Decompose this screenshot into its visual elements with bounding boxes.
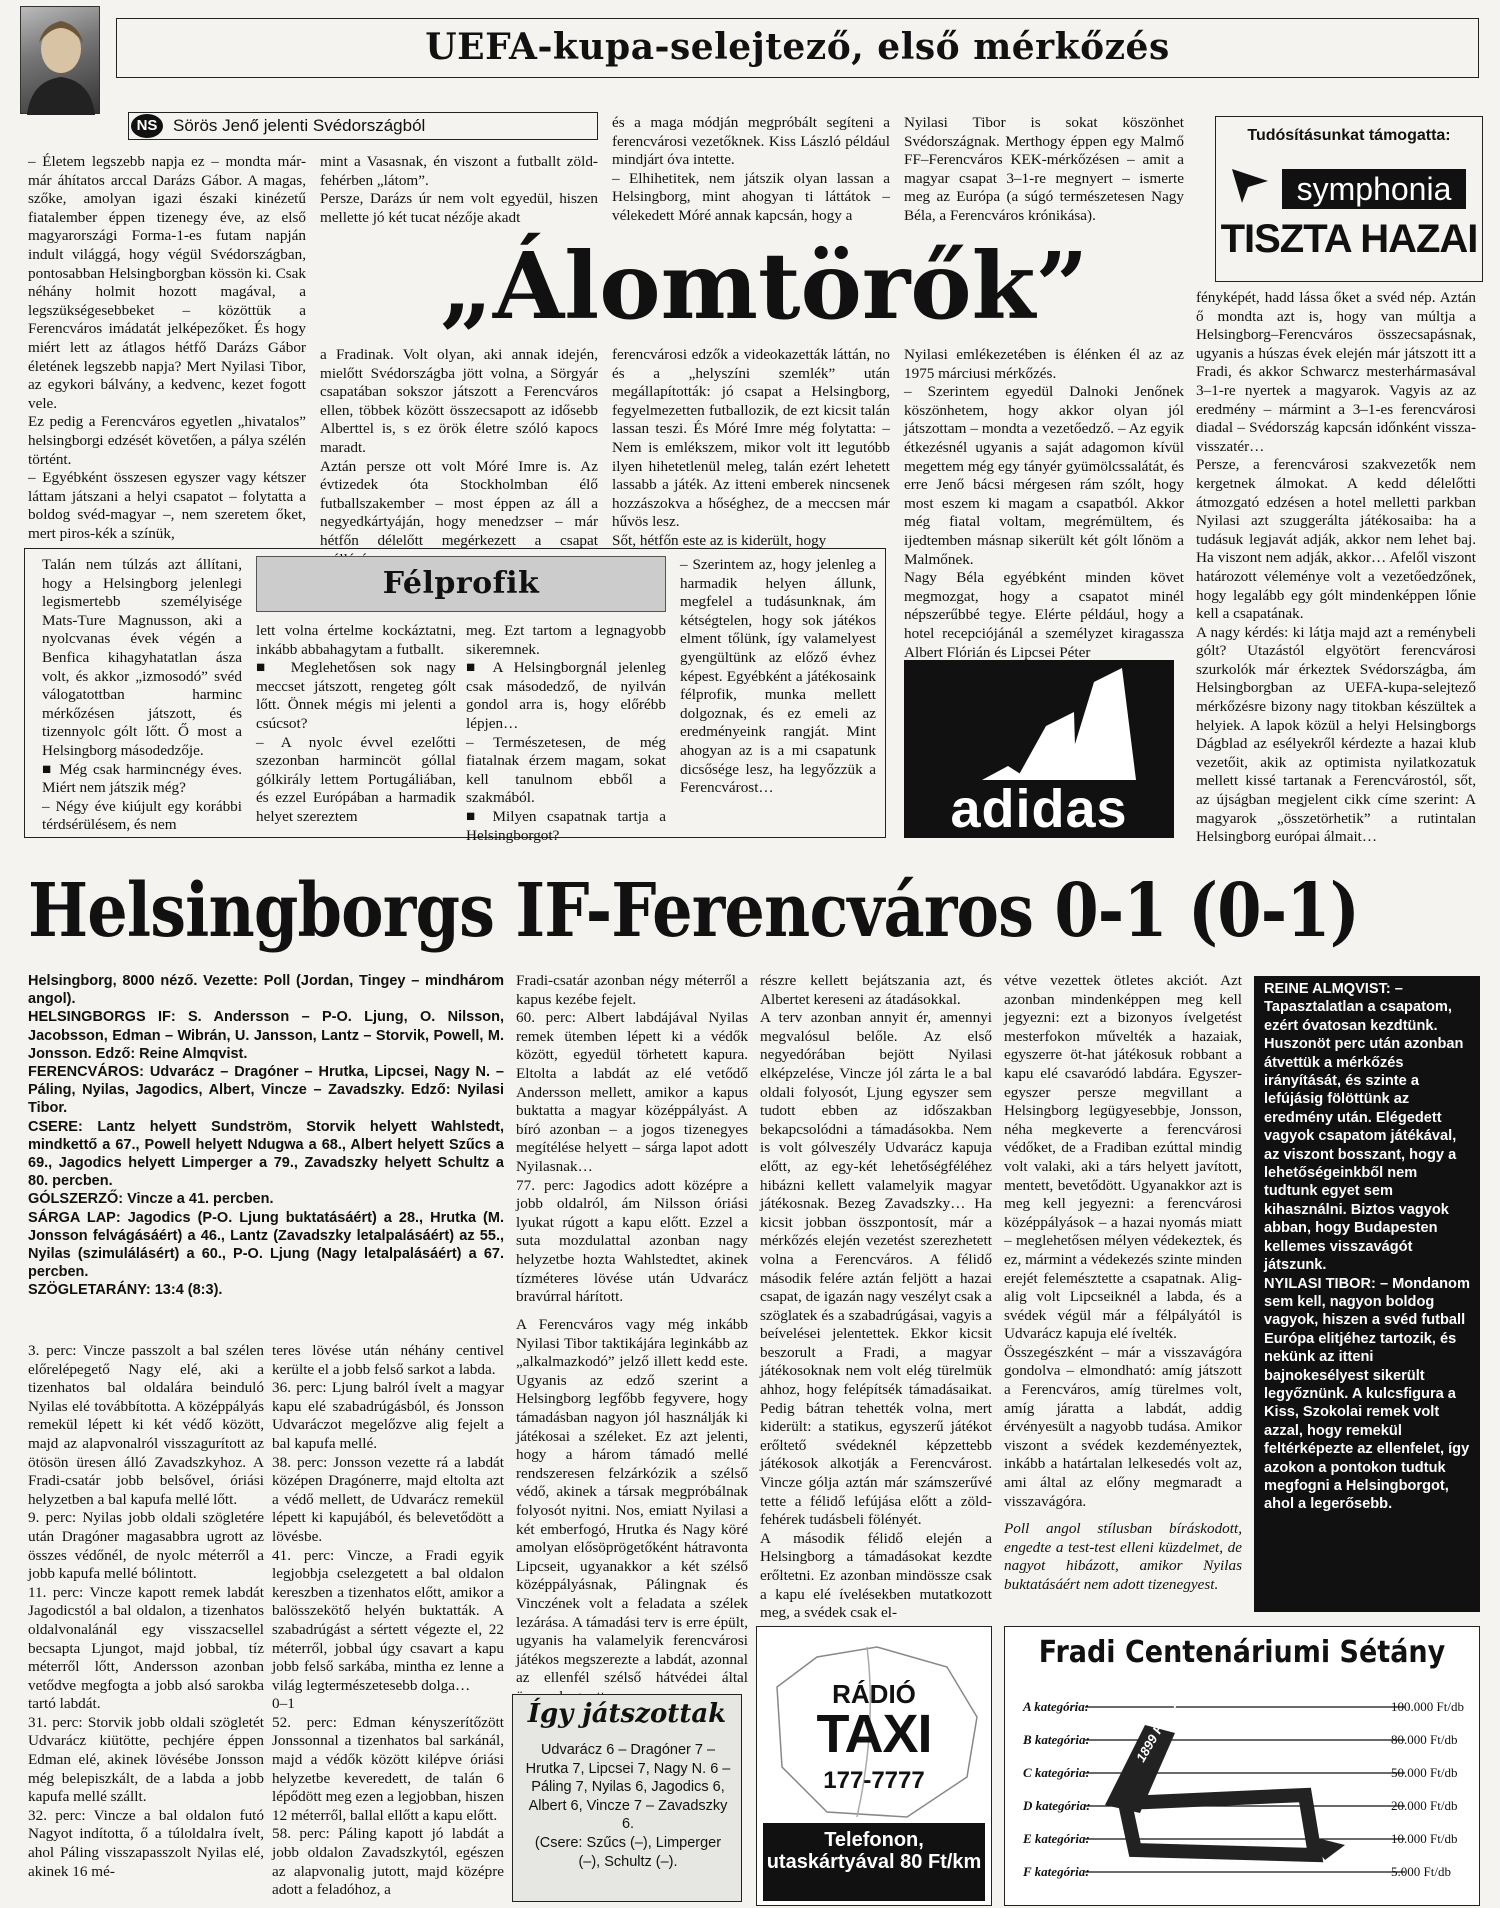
- setany-title: Fradi Centenáriumi Sétány: [1038, 1635, 1446, 1670]
- match-colE: vétve vezettek ötletes akciót. Azt azonban mindenképpen meg kell jegyezni: ezt a bizonyos ívelgetést mesterfokon művelték a hazaiak, egyszerre öt-hat játékosuk robbant a kapu elé csavaródó labdára. Egyszer-egyszer persze megvillant a Helsingborg legügyesebbje, Jonsson, néha megkeverte a ferencvárosi védőket, de a Fradiban ezúttal mindig volt valaki, aki a társ helyett javított, mentett, bevetődött. Ugyanakkor azt is meg kell jegyezni: a ferencvárosi középpályások – a hazai nyomás miatt – meglehetősen mélyen védekeztek, és ez, mármint a védekezés szinte minden erejét felemésztette a csapatnak. Alig-alig volt Lipcseiknél a labda, és a svédek végül már a félpályától is Udvarácz kapuja elé ívelték. Összegészként – már a visszavágóra gondolva – elmondható: amíg játszott a Ferencváros, amíg türelmes volt, amíg járatta a labdát, addig érvényesült a nagyobb tudása. Amikor viszont a svédek kezdeményeztek, inkább a határtalan lelkesedés volt az, ami által az előny megmaradt a visszavágóra.: [1004, 972, 1242, 1510]
- felprofik-col1: Talán nem túlzás azt állítani, hogy a Helsingborg jelenlegi legismertebb személyisége Mats-Ture Magnusson, aki a nyolcvanas évek végén a Benfica kihagyhatatlan ásza volt, és akkor „izmosodó” svéd válogatottban harminc mérkőzésen játszott, és tizennyolc gólt lőtt. Ő most a Helsingborg másodedzője. ■ Még csak harmincnégy éves. Miért nem játszik még? – Négy éve kiújult egy korábbi térdsérülésem, és nem: [42, 556, 242, 834]
- match-colE-referee-note: Poll angol stílusban bíráskodott, engedte a test-test elleni küzdelmet, de nagyot hibázott, amikor Nyilas buktatásáért nem adott tizenegyest.: [1004, 1520, 1242, 1593]
- setany-price: 5.000 Ft/db: [1391, 1864, 1451, 1879]
- match-colC1: Fradi-csatár azonban négy méterről a kapus kezébe fejelt. 60. perc: Albert labdájával Nyilas remek ütemben lépett ki a védők között, egyedül törhetett kapura. Eltolta a labdát az elé vetődő Andersson mellett, amikor a kapus buktatta a magyar középpályást. A bíró azonban – a jogos tizenegyes megítélése helyett – sárga lapot adott Nyilasnak… 77. perc: Jagodics adott középre a jobb oldalról, ám Nilsson óriási lyukat rúgott a kapu előtt. Ezzel a suta mozdulattal azonban nagy helyzetbe hozta Wahlstedtet, akinek tízméteres lövése után Udvarácz bravúrral hárított.: [516, 972, 748, 1306]
- setany-row: [1015, 1732, 1471, 1752]
- setany-row: [1015, 1831, 1471, 1851]
- felprofik-title: Félprofik: [382, 566, 540, 601]
- top-headline: UEFA-kupa-selejtező, első mérkőzés: [425, 26, 1170, 68]
- setany-years: 1899 FTC 1999: [1133, 1678, 1192, 1765]
- felprofik-col4: – Szerintem az, hogy jelenleg a harmadik helyen állunk, megfelel a tudásunknak, ám kétségtelen, hogy sok játékos elment tőlünk, így valamelyest gyengültünk az előző évhez képest. Egyébként a játékosaink félprofik, munka mellett dolgoznak, és ez emeli az eredményeink rangját. Mint ahogyan az is a mi csapatunk dicsősége lesz, ha legyőzzük a Ferencvárost…: [680, 556, 876, 797]
- setany-price: 80.000 Ft/db: [1391, 1732, 1458, 1747]
- portrait-icon: [21, 7, 101, 115]
- match-colD: részre kellett bejátszania azt, és Albertet kereseni az átadásokkal. A terv azonban annyit ér, amennyi megvalósul belőle. Az első negyedórában bejött Nyilasi elképzelése, Vincze jól zárta le a bal oldali folyosót, Ljung egyszer sem tudott ebben az időszakban bekapcsolódni a támadásokba. Nem is volt gólveszély Udvarácz kapuja előtt, az egy-két lehetőségféléhez hibázni kellett valamelyik magyar játékosnak. Bezeg Zavadszky… Ha kicsit jobban összpontosít, már a mérkőzés elején vezetést szerezhetett volna a Ferencváros. A félidő második felére aztán feljött a hazai csapat, de igazán nagy veszélyt csak a szöglatek és a szabadrúgásai, vagyis a beívelései jelentettek. Ekkor kicsit beszorult a Fradi, a magyar játékosoknak nem volt elég türelmük ahhoz, hogy felépítsék támadásaikat. Pedig bátran tehették volna, mert kiderült: a statikus, egyszerű játékot erőltető svédeknél képzettebb játékosok alkotják a Ferencvárost. Vincze gólja aztán már számszerűvé tette a félidő lefújása előtt a zöld-fehérek tudásbeli fölényét. A második félidő elején a Helsingborg a támadásokat kezdte erőltetni. Ez azonban mindössze csak a kapu elé ívelésekben mutatkozott meg, a svédek csak el-: [760, 972, 992, 1622]
- setany-cat: F kategória:: [1023, 1864, 1090, 1879]
- setany-row: [1015, 1765, 1471, 1785]
- taxi-note: Telefonon, utaskártyával 80 Ft/km: [763, 1823, 985, 1901]
- sponsor-box: [1215, 116, 1483, 282]
- radio-taxi-ad: [756, 1626, 992, 1906]
- feature-col5: fényképét, hadd lássa őket a svéd nép. Aztán ő mondta azt is, hogy van múltja a Helsingborg–Ferencváros összecsapásnak, ugyanis a húszas évek elején már játszott itt a Fradi, és akkor Schwarcz mesterhármasával 3–1-re nyertek a magyarok. Vagyis az az eredmény – mármint a 3–1-es ferencvárosi diadal – Svédország kapcsán időnként vissza-visszatér… Persze, a ferencvárosi szakvezetők nem kergetnek álmokat. A kedd délelőtti átmozgató edzésen a hotel melletti parkban Nyilasi azt szuggerálta játékosaiba: ha a tudásuk legjavát adják, akkor nem lehet baj. Ha viszont nem adják, akkor… Afelől viszont határozott véleménye volt a vezetőedzőnek, hogy legalább egy gólt mindenképpen lőnie kell a csapatának. A nagy kérdés: ki látja majd azt a reménybeli gólt? Utazástól elgyötört ferencvárosi szurkolók már érkeztek Svédországba, ám Helsingborgban az UEFA-kupa-selejtező mérkőzésre bizony nagy titokban készültek a helyiek. A lapok közül a helyi Helsingborgs Dágblad az esélyekről kérdezte a hazai klub vezetőit, akik az optimista nyilatkozatuk mellett kissé tartanak a Ferencvárostól, sőt, az újságban megjelent cikk címe szerint: A magyarok „összetörhetik” a rutintalan Helsingborg európai álmait…: [1196, 289, 1476, 846]
- feature-title: „Álomtörők”: [440, 232, 1089, 340]
- setany-row: [1015, 1864, 1471, 1884]
- felprofik-col3: meg. Ezt tartom a legnagyobb sikeremnek. ■ A Helsingborgnál jelenleg csak másodedző, de nyilván gondol arra is, hogy előrébb lépjen… – Természetesen, de még fiatalnak érzem magam, sokat kell tanulnom ebből a szakmából. ■ Milyen csapatnak tartja a Helsingborgot?: [466, 622, 666, 844]
- reporter-photo: [20, 6, 100, 114]
- taxi-line1: RÁDIÓ: [832, 1679, 916, 1709]
- setany-price: 100.000 Ft/db: [1391, 1699, 1464, 1714]
- top-headline-box: [116, 18, 1479, 78]
- feature-col2a: mint a Vasasnak, én viszont a futballt zöld-fehérben „látom”. Persze, Darázs úr nem volt egyedül, hiszen mellette jó két tucat nézője akadt: [320, 153, 598, 226]
- match-colA: 3. perc: Vincze passzolt a bal szélen előrelépegető Nagy elé, aki a tizenhatos bal oldalára beinduló Nyilas elé továbbította. A középpályás remekül lépett ki két védő között, majd az alapvonalról visszagurított az ötösön üresen álló Zavadszkyhoz. A Fradi-csatár jobb belsővel, óriási helyzetben a bal kapufa mellé lőtt. 9. perc: Nyilas jobb oldali szögletére után Dragóner magasabbra ugrott az összes védőnél, de nyolc méterről a jobb kapufa mellé bólintott. 11. perc: Vincze kapott remek labdát Jagodicstól a bal oldalon, a tizenhatos oldalvonalánál egy visszacsellel becsapta Ljungot, majd jobbal, tíz méterről lőtt, Andersson azonban vetődve megfogta a jobb alsó sarokba tartó labdát. 31. perc: Storvik jobb oldali szögletét Udvarácz kiütötte, pechjére éppen Edman elé, akinek lövésébe Jonsson még belepiszkált, de a labda a jobb kapufa mellé szállt. 32. perc: Vincze a bal oldalon futó Nagyot indította, ő a túloldalra ívelt, ahol Páling visszapasszolt Nyilas elé, akinek 16 mé-: [28, 1342, 264, 1880]
- feature-col4b: Nyilasi emlékezetében is élénken él az az 1975 márciusi mérkőzés. – Szerintem egyedül Dalnoki Jenőnek köszönhetem, hogy akkor olyan jól játszottam – mondta a vezetőedző. – Az egyik étkezésnél ugyanis a saját adagomon kívül megettem még egy tányér gyümölcssalátát, és erre Jenő bácsi mérgesen rám szólt, hogy most eszem ki magam a csapatból. Akkor még fiatal voltam, megrémültem, és ijedtemben másnap sikerült két gólt lőnöm a Malmőnek. Nagy Béla egyébként minden követ megmozgat, hogy a csapatot minél népszerűbbé tegye. Elérte például, hogy a hotel recepciójánál a személyzet kiragassza Albert Flórián és Lipcsei Péter: [904, 346, 1184, 661]
- feature-col2b: a Fradinak. Volt olyan, aki annak idején, mielőtt Svédországba jött volna, a Sörgyár csapatában sokszor játszott a Ferencváros ellen, többek között összecsapott az idősebb Alberttel is, s ez örök életre szóló kapocs maradt. Aztán persze ott volt Móré Imre is. Az évtizedek óta Stockholmban élő futballszakember – most éppen az áll a negyedkártyáján, hogy menedzser – már hétfőn délelőtt megérkezett a csapat: [320, 346, 598, 549]
- setany-price: 50.000 Ft/db: [1391, 1765, 1458, 1780]
- igy-jatszottak-text: Udvarácz 6 – Dragóner 7 – Hrutka 7, Lipcsei 7, Nagy N. 6 – Páling 7, Nyilas 6, Jagodics 6, Albert 6, Vincze 7 – Zavadszky 6. (Csere: Szűcs (–), Limperger (–), Schultz (–).: [525, 1742, 731, 1870]
- taxi-line2: TAXI: [816, 1704, 932, 1764]
- setany-box: [1004, 1626, 1480, 1906]
- match-colB: teres lövése után néhány centivel kerülte el a jobb felső sarkot a labda. 36. perc: Ljung balról ívelt a magyar kapu elé szabadrúgásból, és Jonsson Udvaráczot megelőzve alig fejelt a bal kapufa mellé. 38. perc: Jonsson vezette rá a labdát középen Dragónerre, majd eltolta azt a védő mellett, de Udvarácz remekül lépett ki kapujából, és belevetődött a lövésbe. 41. perc: Vincze, a Fradi egyik legjobbja cselezgetett a bal oldalon kereszben a tizenhatos előtt, amikor a balösszekötő helyén buktatták. A szabadrúgást a sértett végezte el, 22 méterről, jobbal úgy csavart a kapu jobb felső sarkába, mintha ez lenne a világ legtermészetesebb dolga… 0–1 52. perc: Edman kényszerítőzött Jonssonnal a tizenhatos bal sarkánál, majd a védők között kilépve óriási helyzetbe keveredett, de talán 6 lépődött meg ezen a legjobban, hiszen 12 méterről, ballal ellőtt a kapu előtt. 58. perc: Páling kapott jó labdát a jobb oldalon Zavadszkytól, egészen az alapvonalig jutott, majd középre adott a feladóhoz, a: [272, 1342, 504, 1899]
- sponsor-slogan: TISZTA HAZAI: [1220, 217, 1478, 261]
- match-title: Helsingborgs IF-Ferencváros 0-1 (0-1): [28, 868, 1359, 954]
- felprofik-col2: lett volna értelme kockáztatni, inkább abbahagytam a futballt. ■ Meglehetősen sok nagy meccset játszott, rengeteg gólt lőtt. Önnek mégis mi jelenti a csúcsot? – A nyolc évvel ezelőtti szezonban harmincöt góllal gólkirály lettem Portugáliában, és ezzel Európában a harmadik helyet szereztem: [256, 622, 456, 825]
- byline: Sörös Jenő jelenti Svédországból: [173, 116, 426, 135]
- adidas-wordmark: adidas: [950, 779, 1128, 839]
- quotes-box: [1254, 976, 1480, 1612]
- match-colC2: A Ferencváros vagy még inkább Nyilasi Tibor taktikájára leginkább az „alkalmazkodó” jelző illett kedd este. Ugyanis az edző szerint a Helsingborg legfőbb fegyvere, hogy támadásban nagyon jól használják ki játékosai a széleket. Ez azt jelenti, hogy a három támadó mellé rendszeresen felzárkózik a szélső védő, akinek a társak megpróbálnak folyosót nyitni. Nos, emiatt Nyilasi a két emberfogó, Hrutka és Nagy köré amolyan elősöprögetőként hátravonta Lipcseit, ugyanakkor a két szélső középpályásnak, Pálingnak és Vinczének volt a feladata a szélek lezárása. A támadási terv is erre épült, ugyanis ha valamelyik ferencvárosi játékos megszerezte a labdát, azonnal az ellenfél szélső hátvédei által: [516, 1316, 748, 1687]
- setany-cat: D kategória:: [1023, 1798, 1091, 1813]
- taxi-phone: 177-7777: [823, 1767, 925, 1794]
- felprofik-title-box: [256, 556, 666, 612]
- setany-price: 20.000 Ft/db: [1391, 1798, 1458, 1813]
- setany-cat: C kategória:: [1023, 1765, 1090, 1780]
- setany-cat: E kategória:: [1023, 1831, 1090, 1846]
- igy-jatszottak-box: [512, 1694, 742, 1902]
- setany-row: [1015, 1699, 1471, 1719]
- setany-cat: B kategória:: [1023, 1732, 1090, 1747]
- setany-price: 10.000 Ft/db: [1391, 1831, 1458, 1846]
- symphonia-arrow-icon: [1230, 165, 1270, 205]
- setany-row: [1015, 1798, 1471, 1818]
- ns-logo: NS: [131, 114, 163, 138]
- quotes-text: REINE ALMQVIST: – Tapasztalatlan a csapatom, ezért óvatosan kezdtünk. Huszonöt perc után azonban átvettük a mérkőzés irányítását, és szinte a lefújásig fölöttünk az eredmény után. Elégedett vagyok csapatom játékával, az viszont bosszant, hogy a lehetőségeinkből nem tudtunk egyet sem kihasználni. Biztos vagyok abban, hogy Budapesten kellemes visszavágót játszunk. NYILASI TIBOR: – Mondanom sem kell, nagyon boldog vagyok, hiszen a svéd futball Európa elitjéhez tartozik, és nekünk az itteni bajnokesélyest sikerült legyőznünk. A kulcsfigura a Kiss, Szokolai remek volt azzal, hogy remekül feltérképezte az ellenfelet, így azokon a pontokon tudtuk megfogni a Helsingborgot, ahol a legerősebb.: [1264, 981, 1470, 1513]
- feature-col4a: Nyilasi Tibor is sokat köszönhet Svédországnak. Merthogy éppen egy Malmő FF–Ferencváros KEK-mérkőzésen – amit a magyar csapat 3–1-re megnyert – ismerte meg az Európa (a súgó természetesen Nagy Béla, a Ferencváros krónikása).: [904, 114, 1184, 224]
- sponsor-label: Tudósításunkat támogatta:: [1247, 127, 1451, 144]
- sponsor-brand: symphonia: [1282, 169, 1466, 209]
- adidas-ad: [904, 660, 1174, 838]
- match-details: Helsingborg, 8000 néző. Vezette: Poll (Jordan, Tingey – mindhárom angol). HELSINGBORGS IF: S. Andersson – P-O. Ljung, O. Nilsson, Jacobsson, Edman – Wibrán, U. Jansson, Lantz – Storvik, Powell, M. Jonsson. Edző: Reine Almqvist. FERENCVÁROS: Udvarácz – Dragóner – Hrutka, Lipcsei, Nagy N. – Páling, Nyilas, Jagodics, Albert, Vincze – Zavadszky. Edző: Nyilasi Tibor. CSERE: Lantz helyett Sundström, Storvik helyett Wahlstedt, mindkettő a 67., Powell helyett Ndugwa a 68., Albert helyett Szűcs a 69., Jagodics helyett Limperger a 79., Zavadszky helyett Schultz a 80. percben. GÓLSZERZŐ: Vincze a 41. percben. SÁRGA LAP: Jagodics (P-O. Ljung buktatásáért) a 28., Hrutka (M. Jonsson felvágásáért) a 46., Lantz (Zavadszky letalpalásáért) az 55., Nyilas (szimulálásért) a 60., P-O. Ljung (Nagy letalpalásáért) a 67. percben. SZÖGLETARÁNY: 13:4 (8:3).: [28, 973, 504, 1299]
- feature-col3b: ferencvárosi edzők a videokazetták láttán, no és a „helyszíni szemlék” után megállapították: jó csapat a Helsingborg, fegyelmezetten futballozik, de ezt kicsit talán lassan teszi. És Móré Imre még folytatta: – Nem is emlékszem, mikor volt itt legutóbb ilyen hihetetlenül meleg, talán ezért lehetett lassabb a játék. Az itteni emberek nincsenek hozzászokva a hőséghez, de a meccsen már hűvös lesz. Sőt, hétfőn este az is kiderült, hogy: [612, 346, 890, 549]
- feature-col3a: és a maga módján megpróbált segíteni a ferencvárosi vezetőknek. Kiss László például mindjárt óva intette. – Elhihetitek, nem játszik olyan lassan a Helsingborg, mint ahogyan ti láttátok – vélekedett Móré annak kapcsán, hogy a: [612, 114, 890, 224]
- setany-cat: A kategória:: [1023, 1699, 1090, 1714]
- igy-jatszottak-title: Így játszottak: [527, 1699, 727, 1729]
- byline-bar: [128, 112, 598, 140]
- feature-col1: – Életem legszebb napja ez – mondta már-már áhítatos arccal Darázs Gábor. A magas, szőke, amolyan igazi északi kinézetű fiatalember éppen tizenegy éve, az első magyarországi Forma-1-es futam napján indult világgá, hogy végül Svédországban, pontosabban Helsingborgban kössön ki. Csak néhány holmit hozott magával, a legszükségesebbeket – közöttük a Ferencváros imádatát jelképezőket. És hogy miért lett az átlagos hétfő Darázs Gábor életének legszebb napja? Mert Nyilasi Tibor, az egykori bálvány, a kedvenc, kezet fogott vele. Ez pedig a Ferencváros egyetlen „hivatalos” helsingborgi edzését követően, a pálya szélén történt. – Egyébként összesen egyszer vagy kétszer láttam játszani a helyi csapatot – folytatta a boldog svéd-magyar –, nem szeretem őket, mert piros-kék a színük,: [28, 153, 306, 542]
